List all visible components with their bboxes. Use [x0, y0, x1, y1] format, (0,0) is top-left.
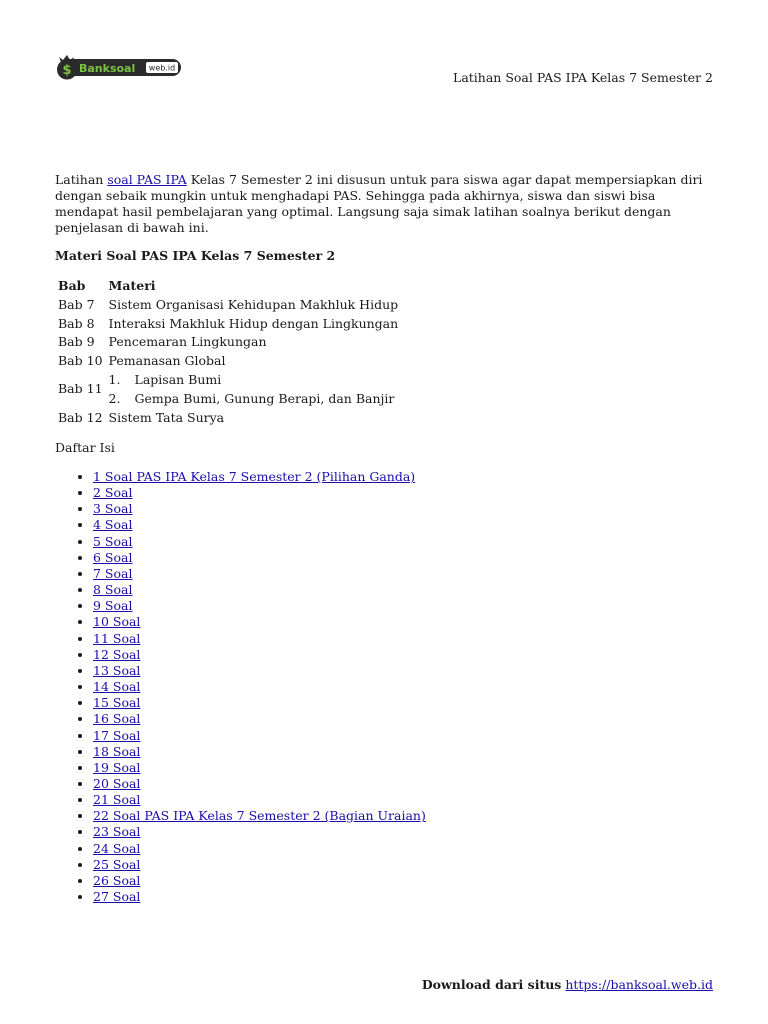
page-footer [422, 977, 713, 992]
list-item [93, 517, 426, 533]
list-item [93, 841, 426, 857]
materi-sub-text: Lapisan Bumi [134, 371, 222, 387]
list-item [93, 792, 426, 808]
toc-link[interactable]: 19 Soal [93, 759, 141, 775]
list-item [93, 711, 426, 727]
toc-link[interactable]: 16 Soal [93, 711, 141, 727]
toc-link[interactable]: 14 Soal [93, 679, 141, 695]
table-row [55, 409, 401, 428]
intro-link-soal-pas-ipa[interactable]: soal PAS IPA [107, 172, 187, 187]
footer-site-link[interactable]: https://banksoal.web.id [565, 977, 713, 992]
materi-table [55, 277, 401, 427]
materi-sub-item [109, 390, 399, 409]
toc-link[interactable]: 5 Soal [93, 533, 133, 549]
toc-link[interactable]: 26 Soal [93, 872, 141, 888]
toc-link[interactable]: 24 Soal [93, 840, 141, 856]
table-row [55, 371, 401, 409]
bab-cell: Bab 10 [58, 353, 103, 369]
page-header [55, 48, 713, 88]
toc-link[interactable]: 13 Soal [93, 662, 141, 678]
list-item [93, 582, 426, 598]
list-item [93, 776, 426, 792]
list-item [93, 889, 426, 905]
list-item [93, 631, 426, 647]
list-item [93, 857, 426, 873]
materi-cell: Pencemaran Lingkungan [108, 334, 267, 350]
bab-cell: Bab 11 [58, 381, 103, 397]
list-item [93, 614, 426, 630]
materi-sub-item [109, 371, 399, 390]
intro-after-link: Kelas 7 Semester 2 ini disusun untuk para siswa agar dapat mempersiapkan diri dengan sebaik mungkin untuk menghadapi PAS. Sehingga pada akhirnya, siswa dan siswi bisa mendapat hasil pembelajaran yang optimal. Langsung saja simak latihan soalnya berikut dengan penjelasan di bawah ini. [55, 172, 703, 235]
column-header-bab: Bab [58, 278, 86, 293]
materi-cell: Interaksi Makhluk Hidup dengan Lingkungan [108, 315, 399, 331]
toc-link[interactable]: 3 Soal [93, 501, 133, 517]
toc-link[interactable]: 25 Soal [93, 856, 141, 872]
materi-sub-text: Gempa Bumi, Gunung Berapi, dan Banjir [134, 390, 395, 406]
list-item [93, 760, 426, 776]
toc-link[interactable]: 22 Soal PAS IPA Kelas 7 Semester 2 (Bagian Uraian) [93, 808, 426, 824]
bab-cell: Bab 9 [58, 334, 95, 350]
bab-cell: Bab 12 [58, 409, 103, 425]
header-title: Latihan Soal PAS IPA Kelas 7 Semester 2 [453, 70, 713, 85]
materi-heading: Materi Soal PAS IPA Kelas 7 Semester 2 [55, 248, 336, 263]
daftar-isi-title: Daftar Isi [55, 440, 115, 455]
materi-sub-number: 1. [108, 371, 121, 387]
toc-link[interactable]: 1 Soal PAS IPA Kelas 7 Semester 2 (Pilihan Ganda) [93, 469, 416, 484]
list-item [93, 501, 426, 517]
table-row [55, 296, 401, 315]
toc-link[interactable]: 10 Soal [93, 614, 141, 630]
list-item [93, 534, 426, 550]
table-row [55, 352, 401, 371]
list-item [93, 550, 426, 566]
toc-link[interactable]: 18 Soal [93, 743, 141, 759]
toc-link[interactable]: 7 Soal [93, 565, 133, 581]
list-item [93, 679, 426, 695]
table-of-contents [55, 469, 426, 905]
bab-cell: Bab 8 [58, 315, 95, 331]
materi-sub-number: 2. [108, 390, 121, 406]
toc-link[interactable]: 8 Soal [93, 582, 133, 598]
toc-link[interactable]: 6 Soal [93, 549, 133, 565]
footer-label: Download dari situs [421, 977, 562, 992]
intro-before-link: Latihan [55, 172, 108, 187]
toc-link[interactable]: 11 Soal [93, 630, 141, 646]
materi-cell: Sistem Tata Surya [108, 409, 225, 425]
materi-cell: Sistem Organisasi Kehidupan Makhluk Hidup [108, 296, 399, 312]
toc-link[interactable]: 15 Soal [93, 695, 141, 711]
toc-link[interactable]: 27 Soal [93, 889, 141, 905]
list-item [93, 824, 426, 840]
banksoal-logo[interactable] [55, 53, 183, 81]
toc-link[interactable]: 17 Soal [93, 727, 141, 743]
list-item [93, 873, 426, 889]
table-row [55, 315, 401, 334]
list-item [93, 744, 426, 760]
list-item [93, 598, 426, 614]
list-item [93, 647, 426, 663]
list-item [93, 469, 426, 485]
toc-link[interactable]: 4 Soal [93, 517, 133, 533]
toc-link[interactable]: 9 Soal [93, 598, 133, 614]
bab-cell: Bab 7 [58, 296, 95, 312]
svg-text:$: $ [62, 63, 72, 78]
column-header-materi: Materi [108, 278, 156, 293]
materi-cell-list [106, 371, 402, 409]
toc-link[interactable]: 21 Soal [93, 792, 141, 808]
list-item [93, 663, 426, 679]
list-item [93, 566, 426, 582]
list-item [93, 728, 426, 744]
table-header-row [55, 277, 401, 296]
table-row [55, 333, 401, 352]
toc-link[interactable]: 23 Soal [93, 824, 141, 840]
svg-text:Banksoal: Banksoal [79, 62, 136, 75]
list-item [93, 485, 426, 501]
list-item [93, 695, 426, 711]
toc-link[interactable]: 20 Soal [93, 775, 141, 791]
intro-paragraph [55, 172, 715, 236]
toc-link[interactable]: 12 Soal [93, 646, 141, 662]
list-item [93, 808, 426, 824]
materi-cell: Pemanasan Global [108, 353, 226, 369]
toc-link[interactable]: 2 Soal [93, 485, 133, 501]
svg-text:web.id: web.id [148, 63, 176, 73]
